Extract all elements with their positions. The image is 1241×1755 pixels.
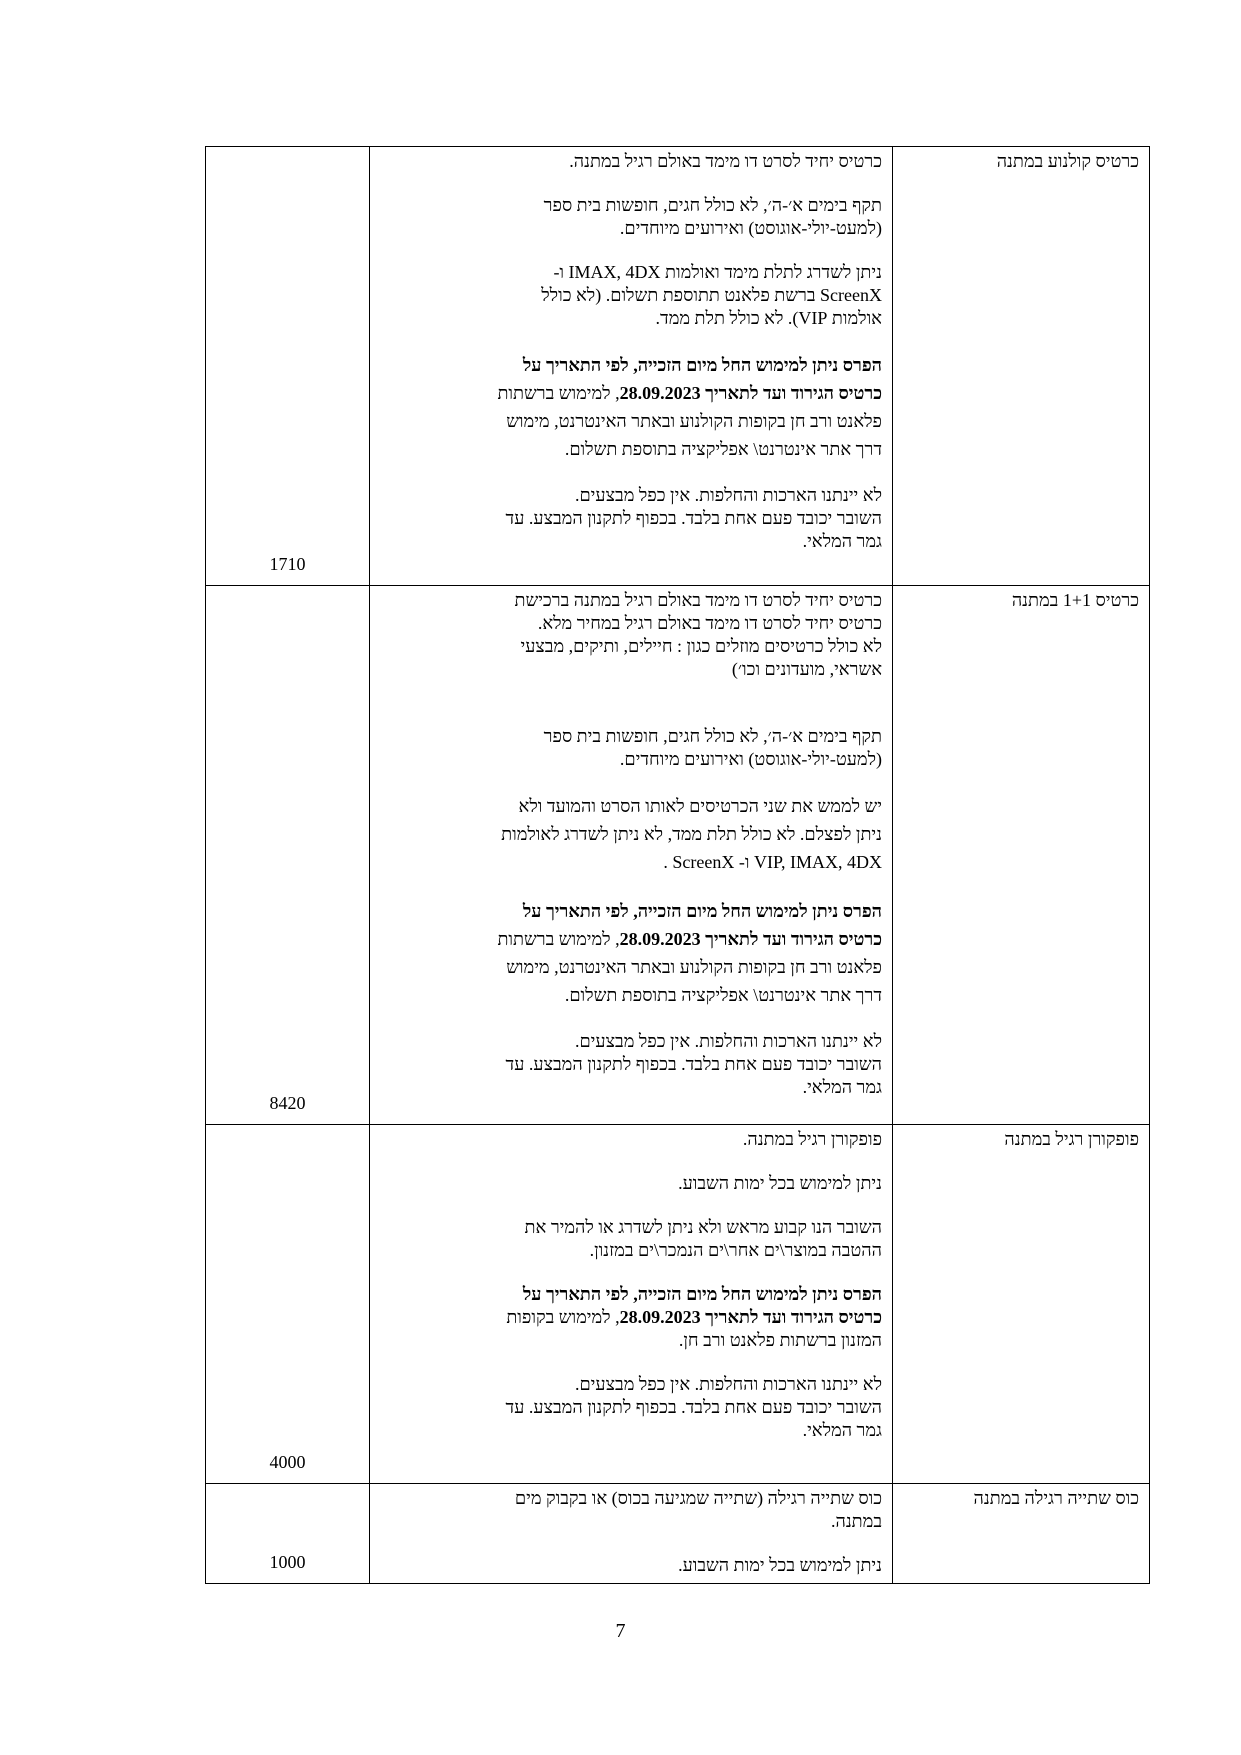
description-line: גמר המלאי. (802, 1077, 882, 1097)
prize-quantity: 4000 (269, 1452, 306, 1472)
description-line: השובר הנו קבוע מראש ולא ניתן לשדרג או להמיר את (524, 1217, 882, 1237)
prize-name-cell (893, 147, 1150, 586)
prize-description-cell (370, 1484, 893, 1584)
description-line: דרך אתר אינטרנט\ אפליקציה בתוספת תשלום. (564, 439, 882, 459)
prize-name: כרטיס 1+1 במתנה (1011, 590, 1139, 610)
description-paragraph (382, 261, 882, 330)
description-line: לא יינתנו הארכות והחלפות. אין כפל מבצעים. (574, 485, 882, 505)
table-row (206, 1484, 1150, 1584)
description-paragraph (382, 792, 882, 876)
description-paragraph (382, 897, 882, 1009)
prize-name: כוס שתייה רגילה במתנה (973, 1488, 1139, 1508)
description-line: ההטבה במוצר\ים אחר\ים הנמכר\ים במזנון. (589, 1240, 882, 1260)
description-paragraph (382, 1128, 882, 1151)
description-line: גמר המלאי. (802, 531, 882, 551)
description-line: השובר יכובד פעם אחת בלבד. בכפוף לתקנון המבצע. עד (505, 1054, 882, 1074)
description-paragraph (382, 150, 882, 173)
table-row (206, 586, 1150, 1125)
prize-quantity: 1710 (269, 554, 306, 574)
prize-name-cell (893, 1125, 1150, 1484)
description-line: (למעט-יולי-אוגוסט) ואירועים מיוחדים. (619, 218, 882, 238)
description-paragraph (382, 1030, 882, 1099)
description-line: תקף בימים א׳-ה׳, לא כולל חגים, חופשות בית ספר (543, 726, 882, 746)
description-paragraph (382, 1487, 882, 1533)
description-line: המזנון ברשתות פלאנט ורב חן. (678, 1330, 882, 1350)
prize-name-cell (893, 1484, 1150, 1584)
description-line: במתנה. (830, 1511, 882, 1531)
description-line: פלאנט ורב חן בקופות הקולנוע ובאתר האינטרנט, מימוש (506, 411, 882, 431)
description-paragraph (382, 1554, 882, 1577)
description-paragraph (382, 1373, 882, 1442)
description-line: השובר יכובד פעם אחת בלבד. בכפוף לתקנון המבצע. עד (505, 508, 882, 528)
table-row (206, 147, 1150, 586)
description-line: , למימוש ברשתות (497, 929, 620, 949)
description-paragraph (382, 1216, 882, 1262)
description-line: כוס שתייה רגילה (שתייה שמגיעה בכוס) או בקבוק מים (514, 1488, 882, 1508)
description-line: (למעט-יולי-אוגוסט) ואירועים מיוחדים. (619, 749, 882, 769)
description-line: אולמות VIP). לא כולל תלת ממד. (655, 308, 882, 328)
description-line: פופקורן רגיל במתנה. (742, 1129, 882, 1149)
prize-quantity-cell (206, 147, 370, 586)
description-line: ניתן לשדרג לתלת מימד ואולמות IMAX, 4DX ו- (553, 262, 882, 282)
description-line: כרטיס יחיד לסרט דו מימד באולם רגיל במתנה. (569, 151, 882, 171)
description-paragraph (382, 589, 882, 681)
description-line: אשראי, מועדונים וכו׳) (731, 659, 882, 679)
prize-name: פופקורן רגיל במתנה (1004, 1129, 1139, 1149)
description-line: VIP, IMAX, 4DX ו- ScreenX . (663, 852, 882, 872)
prize-name: כרטיס קולנוע במתנה (996, 151, 1139, 171)
description-paragraph (382, 351, 882, 463)
description-line: ניתן למימוש בכל ימות השבוע. (678, 1173, 882, 1193)
prize-description-cell (370, 1125, 893, 1484)
description-paragraph (382, 1283, 882, 1352)
description-line: ניתן לפצלם. לא כולל תלת ממד, לא ניתן לשדרג לאולמות (501, 824, 882, 844)
prize-description-cell (370, 586, 893, 1125)
description-line: הפרס ניתן למימוש החל מיום הזכייה, לפי התאריך על (522, 901, 882, 921)
description-line: כרטיס יחיד לסרט דו מימד באולם רגיל במחיר מלא. (537, 613, 882, 633)
description-line: לא יינתנו הארכות והחלפות. אין כפל מבצעים. (574, 1374, 882, 1394)
description-paragraph (382, 194, 882, 240)
prize-quantity-cell (206, 1125, 370, 1484)
description-line: כרטיס יחיד לסרט דו מימד באולם רגיל במתנה ברכישת (514, 590, 882, 610)
description-line: תקף בימים א׳-ה׳, לא כולל חגים, חופשות בית ספר (543, 195, 882, 215)
description-line: כרטיס הגירוד ועד לתאריך 28.09.2023 (619, 1307, 882, 1327)
prize-quantity-cell (206, 586, 370, 1125)
prize-description-cell (370, 147, 893, 586)
description-line: כרטיס הגירוד ועד לתאריך 28.09.2023 (619, 929, 882, 949)
description-line: , למימוש בקופות (506, 1307, 620, 1327)
description-line: דרך אתר אינטרנט\ אפליקציה בתוספת תשלום. (564, 985, 882, 1005)
prize-quantity-cell (206, 1484, 370, 1584)
description-line: הפרס ניתן למימוש החל מיום הזכייה, לפי התאריך על (522, 355, 882, 375)
description-paragraph (382, 725, 882, 771)
description-line: השובר יכובד פעם אחת בלבד. בכפוף לתקנון המבצע. עד (505, 1397, 882, 1417)
description-line: יש לממש את שני הכרטיסים לאותו הסרט והמועד ולא (518, 796, 882, 816)
description-line: כרטיס הגירוד ועד לתאריך 28.09.2023 (619, 383, 882, 403)
description-line: לא כולל כרטיסים מוזלים כגון : חיילים, ותיקים, מבצעי (520, 636, 882, 656)
prize-quantity: 8420 (269, 1093, 306, 1113)
description-line: ScreenX ברשת פלאנט תתוספת תשלום. (לא כולל (541, 285, 882, 305)
description-line: גמר המלאי. (802, 1420, 882, 1440)
table-row (206, 1125, 1150, 1484)
page-number: 7 (615, 1620, 626, 1642)
description-line: לא יינתנו הארכות והחלפות. אין כפל מבצעים. (574, 1031, 882, 1051)
description-paragraph (382, 484, 882, 553)
description-line: ניתן למימוש בכל ימות השבוע. (678, 1555, 882, 1575)
description-line: הפרס ניתן למימוש החל מיום הזכייה, לפי התאריך על (522, 1284, 882, 1304)
description-paragraph (382, 1172, 882, 1195)
description-line: , למימוש ברשתות (497, 383, 620, 403)
prize-quantity: 1000 (269, 1552, 306, 1572)
prize-name-cell (893, 586, 1150, 1125)
prizes-table (205, 146, 1150, 1584)
description-line: פלאנט ורב חן בקופות הקולנוע ובאתר האינטרנט, מימוש (506, 957, 882, 977)
